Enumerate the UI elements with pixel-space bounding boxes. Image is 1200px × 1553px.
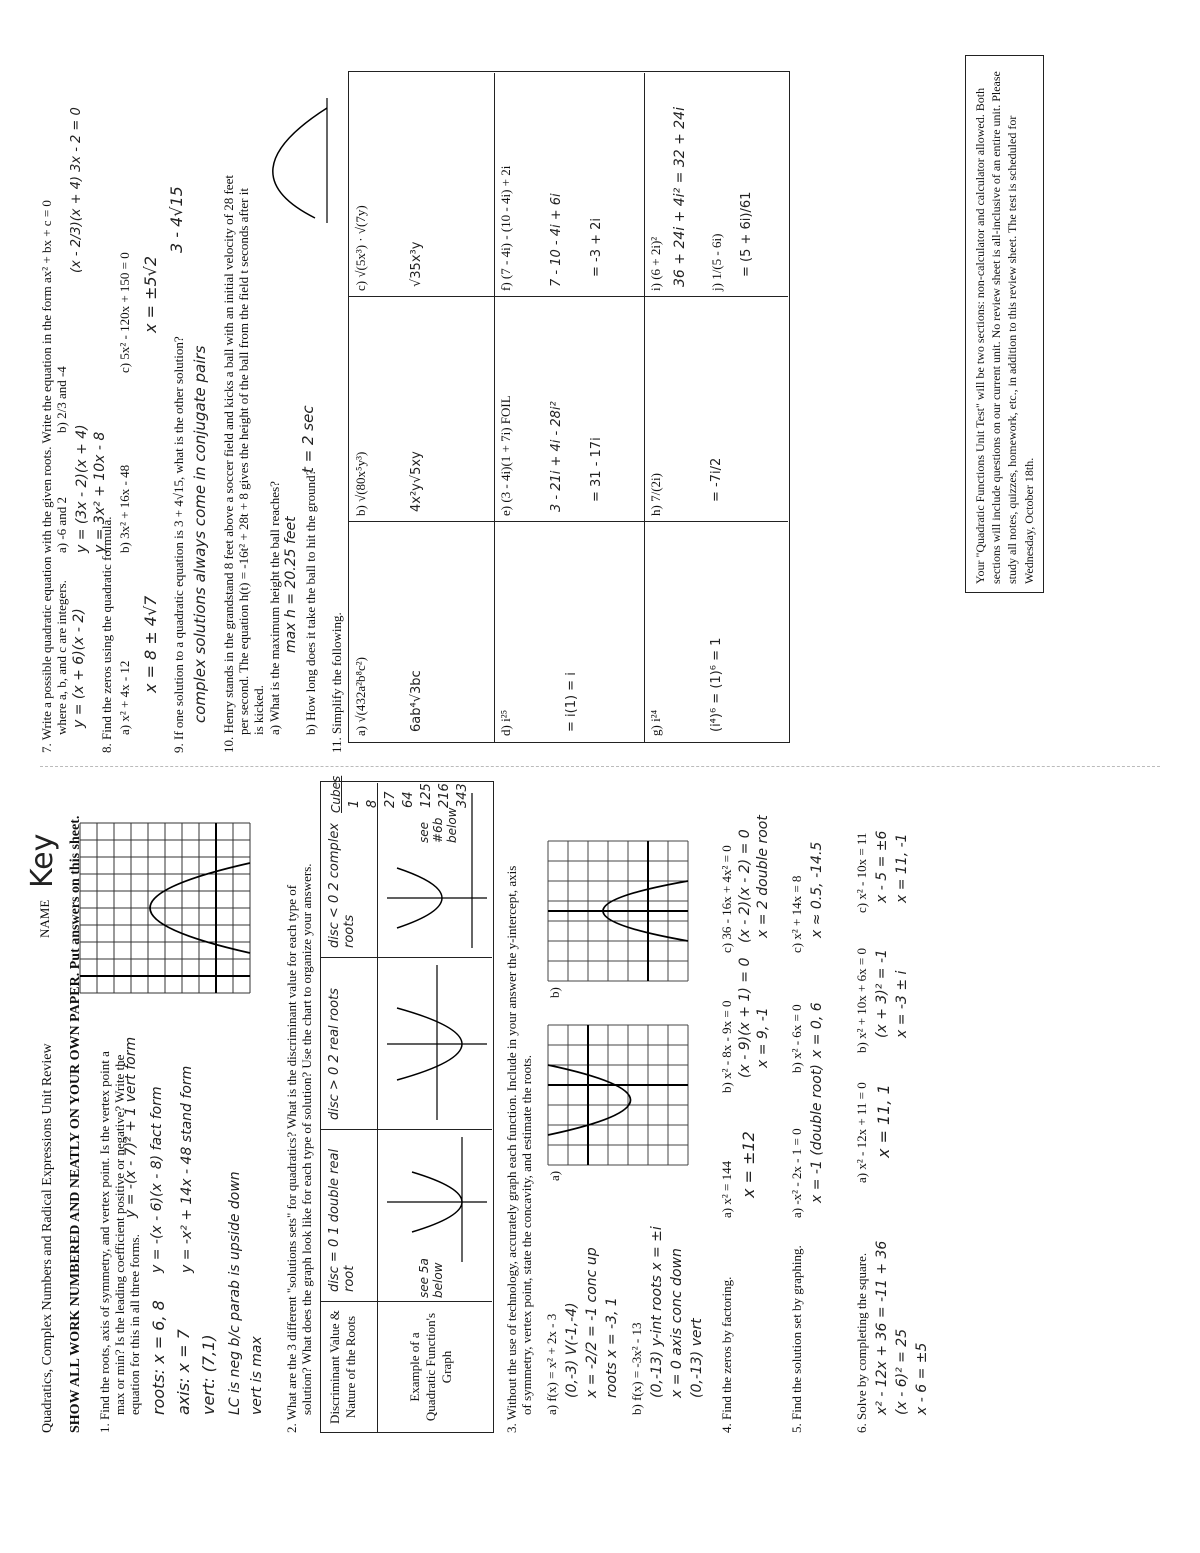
q11g-answer: (i⁴)⁶ = (1)⁶ = 1: [709, 637, 724, 732]
q3a-function: a) f(x) = x² + 2x - 3: [544, 1313, 559, 1415]
q2-text-line1: 2. What are the 3 different "solutions sets" for quadratics? What is the discriminant value for each type of: [284, 884, 299, 1433]
q2-note-left: see 5a below: [417, 1258, 445, 1298]
q1-answer-factored-form: y = -(x - 6)(x - 8) fact form: [149, 1086, 165, 1273]
q8a-answer: x = 8 ± 4√7: [141, 595, 160, 693]
worksheet-title: Quadratics, Complex Numbers and Radical Expressions Unit Review: [40, 1043, 55, 1433]
q4c-work: (x - 2)(x - 2) = 0: [737, 829, 753, 943]
q2-note-right: see #6b below: [417, 807, 459, 843]
q7b-answer: y = (3x - 2)(x + 4): [74, 424, 90, 553]
q4a-problem: a) x² = 144: [719, 1160, 734, 1218]
q11a-cell: [349, 521, 495, 742]
q6-text: 6. Solve by completing the square.: [854, 1252, 869, 1433]
q7a-answer: y = (x + 6)(x - 2): [71, 608, 87, 728]
q1-answer-standard-form: y = -x² + 14x - 48 stand form: [179, 1065, 195, 1273]
q3a-graph: [548, 1025, 688, 1165]
q11d-answer: = i(1) = i: [564, 672, 579, 732]
q2-row2-label-cell: [377, 1301, 492, 1432]
q11d-problem: d) i²⁵: [498, 709, 513, 736]
q11-grid: [348, 71, 790, 743]
q11i-answer: 36 + 24i + 4i² = 32 + 24i: [672, 107, 688, 287]
q11h-cell: [644, 296, 788, 522]
q3b-work-line1: (0,-13) y-int roots x = ±i: [649, 1226, 665, 1398]
q3a-graph-label: a): [547, 1170, 562, 1181]
q3b-graph-label: b): [547, 987, 562, 998]
q11j-problem: j) 1/(5 - 6i): [709, 233, 724, 291]
q10a-answer: max h = 20.25 feet: [283, 516, 299, 653]
q6a-answer: x = 11, 1: [874, 1084, 893, 1158]
cube-value-1: 1: [347, 799, 362, 808]
q8-text: 8. Find the zeros using the quadratic formula.: [99, 516, 114, 753]
q7-text-line1: 7. Write a possible quadratic equation with the given roots. Write the equation in the form ax² + bx + c = 0: [39, 200, 54, 753]
q9-answer: 3 - 4√15: [167, 186, 186, 253]
cube-value-64: 64: [401, 791, 416, 808]
test-info-note: Your "Quadratic Functions Unit Test" will be two sections: non-calculator and calculator allowed. Both sections will include questions on our current unit. No review sheet is all-inclusive of an entire unit. Please study all notes, quizzes, homework, etc., in addition to this review sheet. The test is scheduled for Wednesday, October 18th.: [965, 55, 1044, 593]
q6a-work-line1: x² - 12x + 36 = -11 + 36: [874, 1240, 890, 1415]
q4b-work: (x - 9)(x + 1) = 0: [737, 957, 753, 1078]
q4b-answer: x = 9, -1: [755, 1007, 771, 1068]
q8c-problem: c) 5x² - 120x + 150 = 0: [117, 252, 132, 373]
q6a-work-line2: (x - 6)² = 25: [894, 1328, 910, 1415]
q5b-problem: b) x² - 6x = 0: [789, 1004, 804, 1073]
q11b-problem: b) √(80x⁵y³): [353, 451, 368, 516]
q8a-problem: a) x² + 4x - 12: [117, 660, 132, 735]
q2-row1-label: Discriminant Value & Nature of the Roots: [327, 1310, 358, 1424]
q2-graph2-cell: [377, 957, 492, 1130]
q10b-answer: t = 2 sec: [299, 405, 317, 473]
q2-row1-label-cell: [321, 1301, 378, 1432]
q2-col2-text: disc > 0 2 real roots: [327, 988, 342, 1120]
q11a-answer: 6ab⁴√3bc: [409, 670, 424, 732]
q3-text-line1: 3. Without the use of technology, accurately graph each function. Include in your answer the y-intercept, axis: [504, 865, 519, 1433]
q11h-problem: h) 7/(2i): [648, 473, 663, 516]
q11b-cell: [349, 296, 495, 522]
q2-col1-text: disc = 0 1 double real root: [327, 1148, 357, 1292]
q5-text: 5. Find the solution set by graphing.: [789, 1245, 804, 1433]
q11-text: 11. Simplify the following.: [329, 612, 344, 753]
q9-explanation: complex solutions always come in conjugate pairs: [191, 345, 209, 723]
q6a-problem: a) x² - 12x + 11 = 0: [854, 1082, 869, 1183]
q11e-problem: e) (3 - 4i)(1 + 7i) FOIL: [498, 395, 513, 516]
q10b-question: b) How long does it take the ball to hit the ground?: [303, 469, 318, 735]
q10-text-line3: is kicked.: [251, 685, 266, 735]
q2-col3-text: disc < 0 2 complex roots: [327, 822, 357, 948]
q11b-answer: 4x²y√5xy: [409, 451, 424, 512]
instructions: SHOW ALL WORK NUMBERED AND NEATLY ON YOUR OWN PAPER. Put answers on this sheet.: [68, 815, 83, 1433]
cube-value-27: 27: [383, 791, 398, 808]
q2-row2-label: Example of a Quadratic Function's Graph: [407, 1312, 454, 1422]
q11c-answer: √35x³y: [409, 241, 424, 287]
q1-text-line2: max or min? Is the leading coefficient positive or negative? Write the: [112, 1054, 127, 1415]
q10-trajectory-sketch: [255, 93, 335, 233]
q6c-work: x - 5 = ±6: [874, 830, 890, 903]
q5c-answer: x ≈ 0.5, -14.5: [809, 841, 825, 938]
q2-graph3-cell: [377, 783, 492, 958]
q4c-answer: x = 2 double root: [755, 815, 771, 938]
q2-graph-one-root: [377, 1130, 492, 1302]
cubes-label: Cubes: [329, 775, 343, 813]
q4c-problem: c) 36 - 16x + 4x² = 0: [719, 845, 734, 953]
q6b-answer: x = -3 ± i: [894, 970, 910, 1038]
q7-text-line2: where a, b, and c are integers.: [54, 580, 69, 735]
q2-graph1-cell: [377, 1129, 492, 1302]
q5a-answer: x = -1 (double root): [809, 1064, 825, 1203]
cube-value-8: 8: [365, 799, 380, 808]
q6b-work: (x + 3)² = -1: [874, 949, 890, 1038]
q11f-answer: = -3 + 2i: [589, 217, 604, 277]
cube-value-125: 125: [419, 783, 434, 808]
q11i-j-cell: [644, 73, 788, 297]
q2-col1-cell: [321, 1129, 378, 1302]
left-column: [0, 783, 1200, 1433]
q4a-answer: x = ±12: [739, 1131, 758, 1198]
q7b-roots: b) 2/3 and -4: [54, 366, 69, 433]
right-column: [0, 63, 1200, 813]
q1-answer-roots: roots: x = 6, 8: [149, 1300, 168, 1415]
q11f-work: 7 - 10 - 4i + 6i: [549, 193, 564, 287]
cube-value-216: 216: [437, 783, 452, 808]
q9-text: 9. If one solution to a quadratic equation is 3 + 4√15, what is the other solution?: [171, 336, 186, 753]
q10a-question: a) What is the maximum height the ball reaches?: [267, 481, 282, 735]
q10-text-line1: 10. Henry stands in the grandstand 8 feet above a soccer field and kicks a ball with an initial velocity of 28 feet: [221, 175, 236, 753]
q8b-problem: b) 3x² + 16x - 48: [117, 464, 132, 553]
q7a-roots: a) -6 and 2: [54, 497, 69, 553]
q3-text-line2: of symmetry, vertex point, state the concavity, and estimate the roots.: [519, 1054, 534, 1415]
q11c-cell: [349, 73, 495, 297]
q3b-work-line3: (0,-13) vert: [689, 1318, 705, 1398]
q11i-problem: i) (6 + 2i)²: [648, 236, 663, 291]
q3b-graph: [548, 841, 688, 981]
q11h-answer: = -7i/2: [709, 457, 724, 502]
q1-answer-vertex-form: y = -(x - 7)² + 1 vert form: [123, 1036, 139, 1218]
q3a-work-line1: (0,-3) V(-1,-4): [564, 1302, 580, 1398]
name-value: Key: [25, 833, 60, 888]
q11f-cell: [494, 73, 645, 297]
q6c-problem: c) x² - 10x = 11: [854, 832, 869, 913]
q5a-problem: a) -x² - 2x - 1 = 0: [789, 1128, 804, 1218]
q11g-problem: g) i²⁴: [648, 709, 663, 736]
q3b-function: b) f(x) = -3x² - 13: [629, 1322, 644, 1415]
q8c-answer: x = ±5√2: [141, 255, 160, 333]
q11a-problem: a) √(432a²b⁸c²): [353, 656, 368, 736]
q3a-work-line2: x = -2/2 = -1 conc up: [584, 1247, 600, 1398]
q11g-cell: [644, 521, 788, 742]
q6b-problem: b) x² + 10x + 6x = 0: [854, 948, 869, 1053]
q7-side-work: (x - 2/3)(x + 4) 3x - 2 = 0: [69, 107, 84, 273]
column-divider: [40, 766, 1160, 767]
q11d-cell: [494, 521, 645, 742]
q3a-work-line3: roots x = -3, 1: [604, 1297, 620, 1398]
q11e-cell: [494, 296, 645, 522]
name-label: NAME: [37, 899, 52, 938]
q5b-answer: x = 0, 6: [809, 1002, 825, 1058]
q7b-answer-standard: y = 3x² + 10x - 8: [92, 431, 108, 553]
q1-answer-vertex: vert: (7,1): [199, 1334, 218, 1415]
q11f-problem: f) (7 - 4i) - (10 - 4i) + 2i: [498, 165, 513, 291]
q3b-work-line2: x = 0 axis conc down: [669, 1248, 685, 1398]
q1-answer-leading-coefficient: LC is neg b/c parab is upside down: [227, 1171, 243, 1415]
q6c-answer: x = 11, -1: [894, 833, 910, 903]
q1-text-line3: equation for this in all three forms.: [127, 1234, 142, 1415]
q11e-answer: = 31 - 17i: [589, 437, 604, 502]
q4-text: 4. Find the zeros by factoring.: [719, 1276, 734, 1433]
q11e-work: 3 - 21i + 4i - 28i²: [549, 401, 564, 512]
cube-value-343: 343: [455, 783, 470, 808]
q11c-problem: c) √(5x³) · √(7y): [353, 205, 368, 291]
q1-text-line1: 1. Find the roots, axis of symmetry, and vertex point. Is the vertex point a: [97, 1051, 112, 1433]
q5c-problem: c) x² + 14x = 8: [789, 875, 804, 953]
q2-col2-cell: [321, 957, 378, 1130]
q2-text-line2: solution? What does the graph look like for each type of solution? Use the chart to organize your answers.: [299, 863, 314, 1415]
q6a-work-line3: x - 6 = ±5: [914, 1342, 930, 1415]
q11j-answer: = (5 + 6i)/61: [739, 191, 754, 277]
q2-graph-two-real-roots: [377, 958, 492, 1130]
q2-chart-table: [320, 781, 494, 1433]
q1-parabola-graph: [80, 823, 250, 993]
q4b-problem: b) x² - 8x - 9x = 0: [719, 1000, 734, 1093]
q10-text-line2: per second. The equation h(t) = -16t² + 28t + 8 gives the height of the ball from the field t seconds after it: [236, 188, 251, 735]
q1-answer-max-min: vert is max: [249, 1336, 265, 1415]
q1-answer-axis: axis: x = 7: [174, 1329, 193, 1415]
